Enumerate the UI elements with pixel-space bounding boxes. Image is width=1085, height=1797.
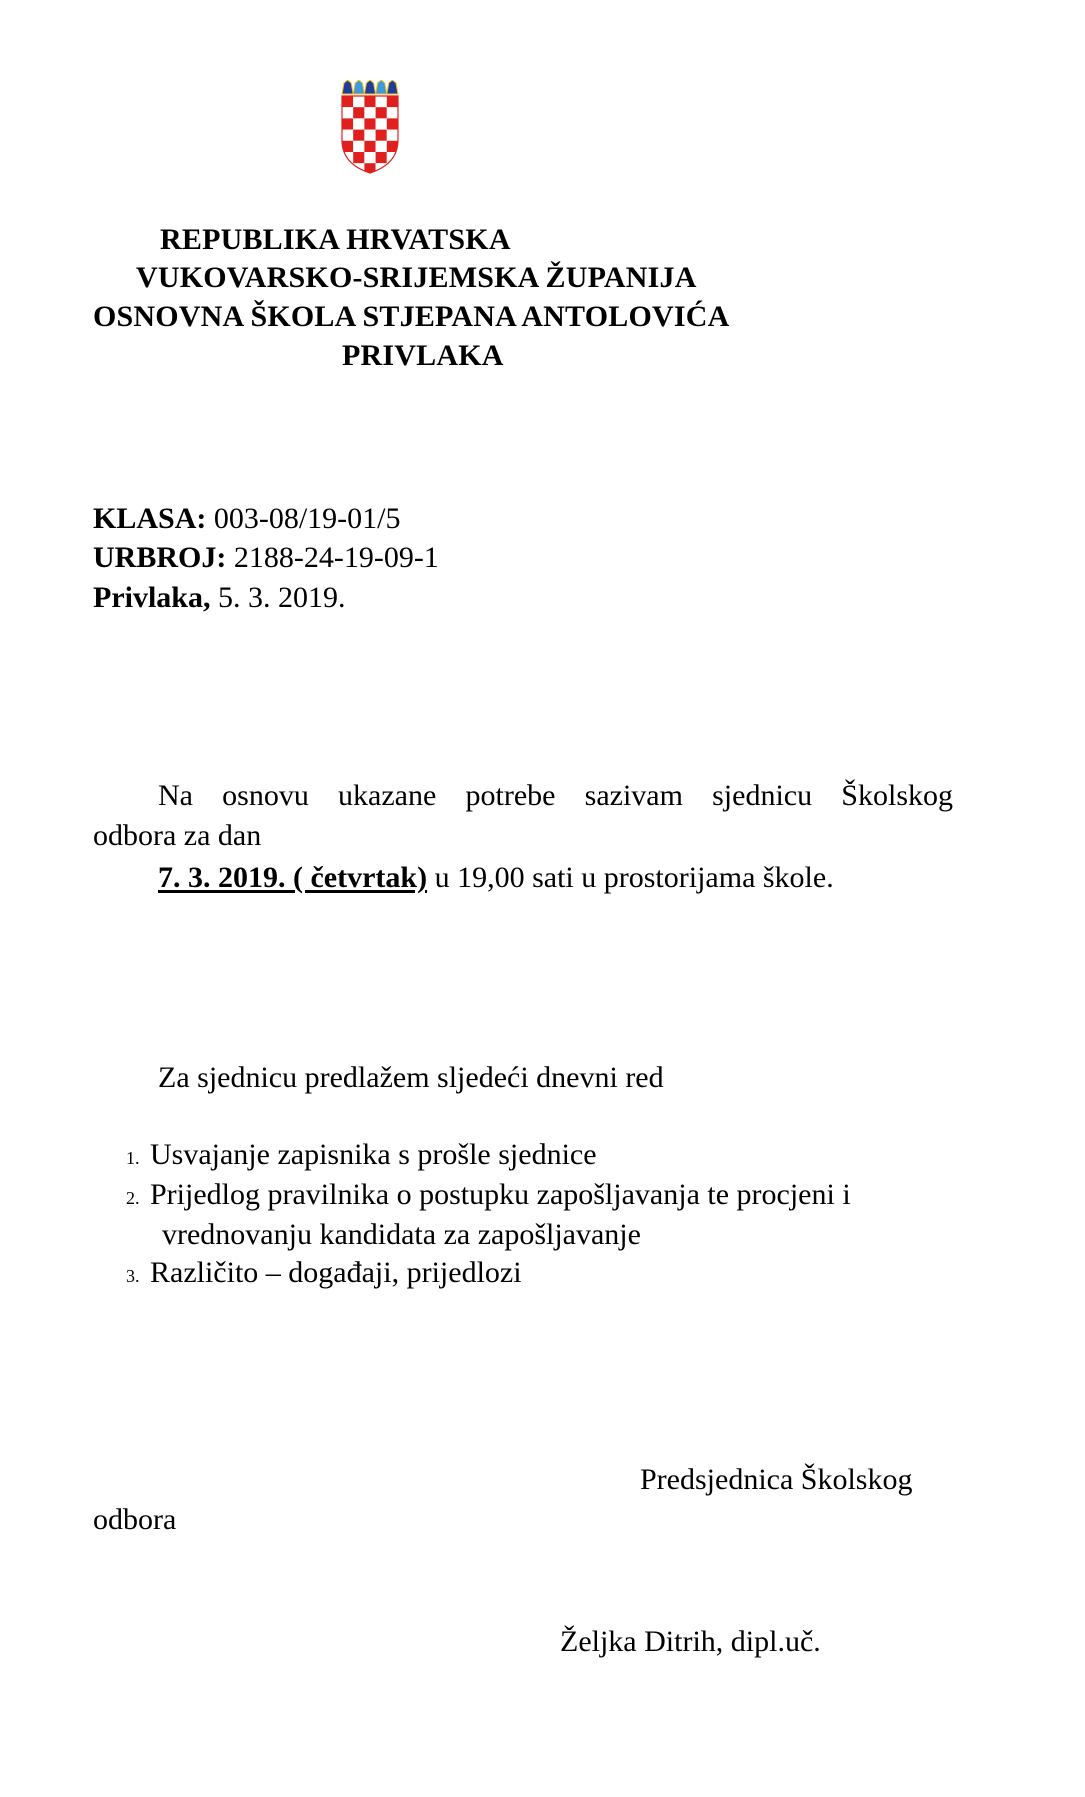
urbroj-label: URBROJ: (93, 541, 227, 574)
meeting-time-place: u 19,00 sati u prostorijama škole. (427, 861, 834, 894)
signature-name: Željka Ditrih, dipl.uč. (560, 1625, 821, 1658)
signature-role-continuation: odbora (93, 1503, 177, 1536)
intro-line-2: odbora za dan (93, 819, 262, 852)
header-county: VUKOVARSKO-SRIJEMSKA ŽUPANIJA (136, 261, 697, 294)
klasa-label: KLASA: (93, 502, 207, 535)
intro-line-1: Na osnovu ukazane potrebe sazivam sjednicu Školskog (158, 779, 953, 812)
date-line (93, 580, 346, 616)
place-label: Privlaka, (93, 581, 211, 614)
coat-crown (342, 80, 398, 94)
agenda-number: 3. (126, 1266, 140, 1286)
agenda-item: Usvajanje zapisnika s prošle sjednice (150, 1138, 597, 1171)
agenda-number: 1. (126, 1148, 140, 1168)
agenda-item: Prijedlog pravilnika o postupku zapošljavanja te procjeni i (150, 1178, 851, 1211)
agenda-intro: Za sjednicu predlažem sljedeći dnevni red (158, 1061, 664, 1094)
meeting-line (158, 860, 834, 896)
header-school: OSNOVNA ŠKOLA STJEPANA ANTOLOVIĆA (93, 300, 730, 333)
urbroj-line (93, 540, 439, 576)
agenda-item-continuation: vrednovanju kandidata za zapošljavanje (162, 1218, 641, 1251)
klasa-line (93, 501, 401, 537)
header-town: PRIVLAKA (342, 339, 504, 372)
urbroj-value: 2188-24-19-09-1 (233, 541, 439, 574)
document-date: 5. 3. 2019. (218, 581, 346, 614)
croatian-coat-of-arms-icon (340, 80, 400, 174)
header-country: REPUBLIKA HRVATSKA (160, 223, 511, 256)
klasa-value: 003-08/19-01/5 (213, 502, 401, 535)
meeting-date: 7. 3. 2019. ( četvrtak) (158, 861, 428, 894)
signature-role: Predsjednica Školskog (640, 1463, 913, 1496)
coat-shield (342, 96, 398, 174)
agenda-item: Različito – događaji, prijedlozi (150, 1256, 522, 1289)
agenda-number: 2. (126, 1188, 140, 1208)
